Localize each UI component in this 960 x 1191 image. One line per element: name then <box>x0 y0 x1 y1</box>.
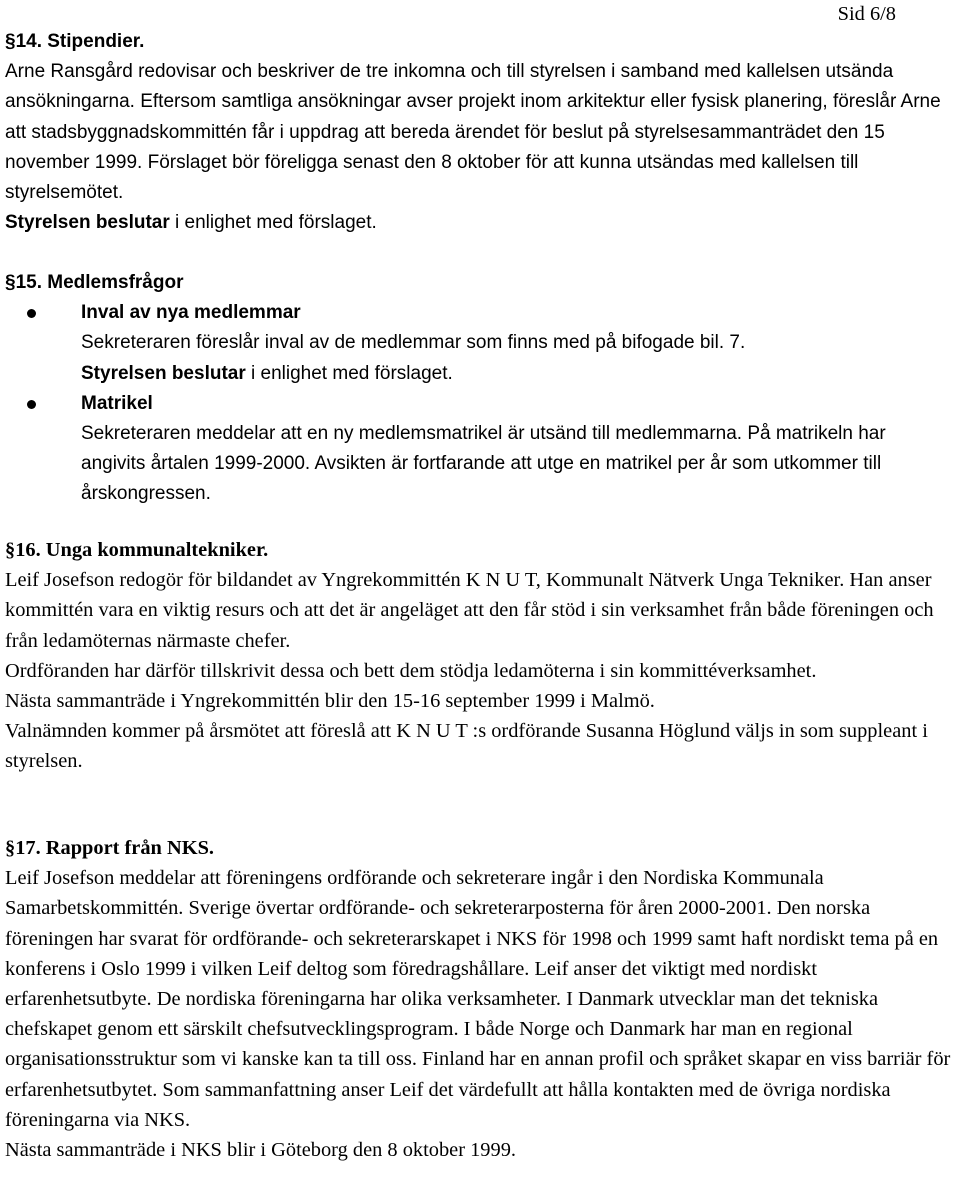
page-number: Sid 6/8 <box>837 3 896 25</box>
section-16-paragraph-1: Leif Josefson redogör för bildandet av Yngrekommittén K N U T, Kommunalt Nätverk Unga Tekniker. Han anser kommittén vara en viktig resurs och att det är angeläget att den får stöd i sin verksamhet från både föreningen och från ledamöternas närmaste chefer. <box>5 569 934 652</box>
section-16-paragraph-4: Valnämnden kommer på årsmötet att föreslå att K N U T :s ordförande Susanna Höglund väljs in som suppleant i styrelsen. <box>5 720 928 773</box>
section-17-paragraph-2: Nästa sammanträde i NKS blir i Göteborg den 8 oktober 1999. <box>5 1139 516 1162</box>
section-16-heading: §16. Unga kommunaltekniker. <box>5 539 269 561</box>
list-item-matrikel <box>5 389 955 510</box>
section-17-paragraph-1: Leif Josefson meddelar att föreningens ordförande och sekreterare ingår i den Nordiska Kommunala Samarbetskommittén. Sverige övertar ordförande- och sekreterarposterna för åren 2000-2001. Den norska föreningen har svarat för ordförande- och sekreterarskapet i NKS för 1998 och 1999 samt haft nordiskt tema på en konferens i Oslo 1999 i vilken Leif deltog som föredragshållare. Leif anser det viktigt med nordiskt erfarenhetsutbyte. De nordiska föreningarna har olika verksamheter. I Danmark utvecklar man det tekniska chefskapet genom ett särskilt chefsutvecklingsprogram. I både Norge och Danmark har man en regional organisationsstruktur som vi kanske kan ta till oss. Finland har en annan profil och språket skapar en viss barriär för erfarenhetsutbytet. Som sammanfattning anser Leif det värdefullt att hålla kontakten med de övriga nordiska föreningarna via NKS. <box>5 867 951 1131</box>
section-15 <box>5 268 955 510</box>
item-title-new-members: Inval av nya medlemmar <box>81 302 301 324</box>
section-17-heading: §17. Rapport från NKS. <box>5 837 215 859</box>
item-decision-new-members <box>81 359 955 389</box>
item-text-new-members: Sekreteraren föreslår inval av de medlemmar som finns med på bifogade bil. 7. <box>81 332 746 354</box>
section-14 <box>5 27 955 238</box>
list-item-new-members <box>5 298 955 389</box>
section-16-paragraph-2: Ordföranden har därför tillskrivit dessa och bett dem stödja ledamöterna i sin kommittéverksamhet. <box>5 659 817 682</box>
decision-rest: i enlighet med förslaget. <box>169 212 377 234</box>
item-title-matrikel: Matrikel <box>81 392 153 414</box>
decision-bold: Styrelsen beslutar <box>5 212 170 234</box>
bullet-icon <box>27 309 36 318</box>
section-16 <box>5 535 955 777</box>
item-text-matrikel: Sekreteraren meddelar att en ny medlemsmatrikel är utsänd till medlemmarna. På matrikeln har angivits årtalen 1999-2000. Avsikten är fortfarande att utge en matrikel per år som utkommer till årskongressen. <box>81 423 886 505</box>
section-14-decision <box>5 208 955 238</box>
decision-bold: Styrelsen beslutar <box>81 362 246 384</box>
section-16-paragraph-3: Nästa sammanträde i Yngrekommittén blir den 15-16 september 1999 i Malmö. <box>5 690 655 713</box>
section-17 <box>5 833 955 1165</box>
section-15-heading: §15. Medlemsfrågor <box>5 272 184 293</box>
decision-rest: i enlighet med förslaget. <box>245 362 453 384</box>
section-14-heading: §14. Stipendier. <box>5 31 145 52</box>
bullet-icon <box>27 400 36 409</box>
section-14-paragraph: Arne Ransgård redovisar och beskriver de tre inkomna och till styrelsen i samband med kallelsen utsända ansökningarna. Eftersom samtliga ansökningar avser projekt inom arkitektur eller fysisk planering, föreslår Arne att stadsbyggnadskommittén får i uppdrag att bereda ärendet för beslut på styrelsesammanträdet den 15 november 1999. Förslaget bör föreligga senast den 8 oktober för att kunna utsändas med kallelsen till styrelsemötet. <box>5 61 941 204</box>
